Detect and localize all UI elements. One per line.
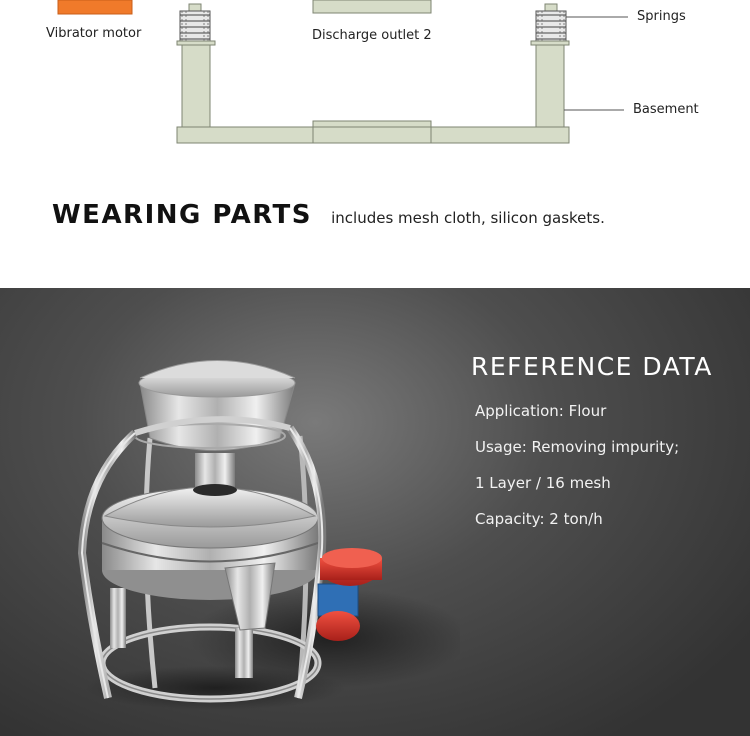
left-spring — [177, 4, 215, 45]
label-springs: Springs — [637, 9, 686, 24]
reference-panel — [0, 288, 750, 736]
reference-data-title: REFERENCE DATA — [471, 352, 713, 381]
reference-line-application: Application: Flour — [475, 402, 607, 420]
machine-schematic — [0, 0, 750, 288]
label-vibrator-motor: Vibrator motor — [46, 26, 142, 41]
label-basement: Basement — [633, 102, 699, 117]
wearing-parts-description: includes mesh cloth, silicon gaskets. — [331, 209, 605, 227]
reference-line-usage: Usage: Removing impurity; — [475, 438, 680, 456]
right-post — [536, 45, 564, 127]
right-spring — [531, 4, 569, 45]
label-discharge-outlet: Discharge outlet 2 — [312, 28, 432, 43]
left-post — [182, 45, 210, 127]
reference-line-capacity: Capacity: 2 ton/h — [475, 510, 603, 528]
vibrator-motor-shape — [58, 0, 132, 14]
reference-line-layer: 1 Layer / 16 mesh — [475, 474, 611, 492]
diagram-section — [0, 0, 750, 288]
wearing-parts-title: WEARING PARTS — [52, 200, 313, 230]
wearing-parts — [52, 200, 605, 230]
discharge-outlet-shape — [313, 0, 431, 13]
vibrating-sieve-illustration — [0, 288, 460, 736]
basement-shape — [177, 121, 569, 143]
